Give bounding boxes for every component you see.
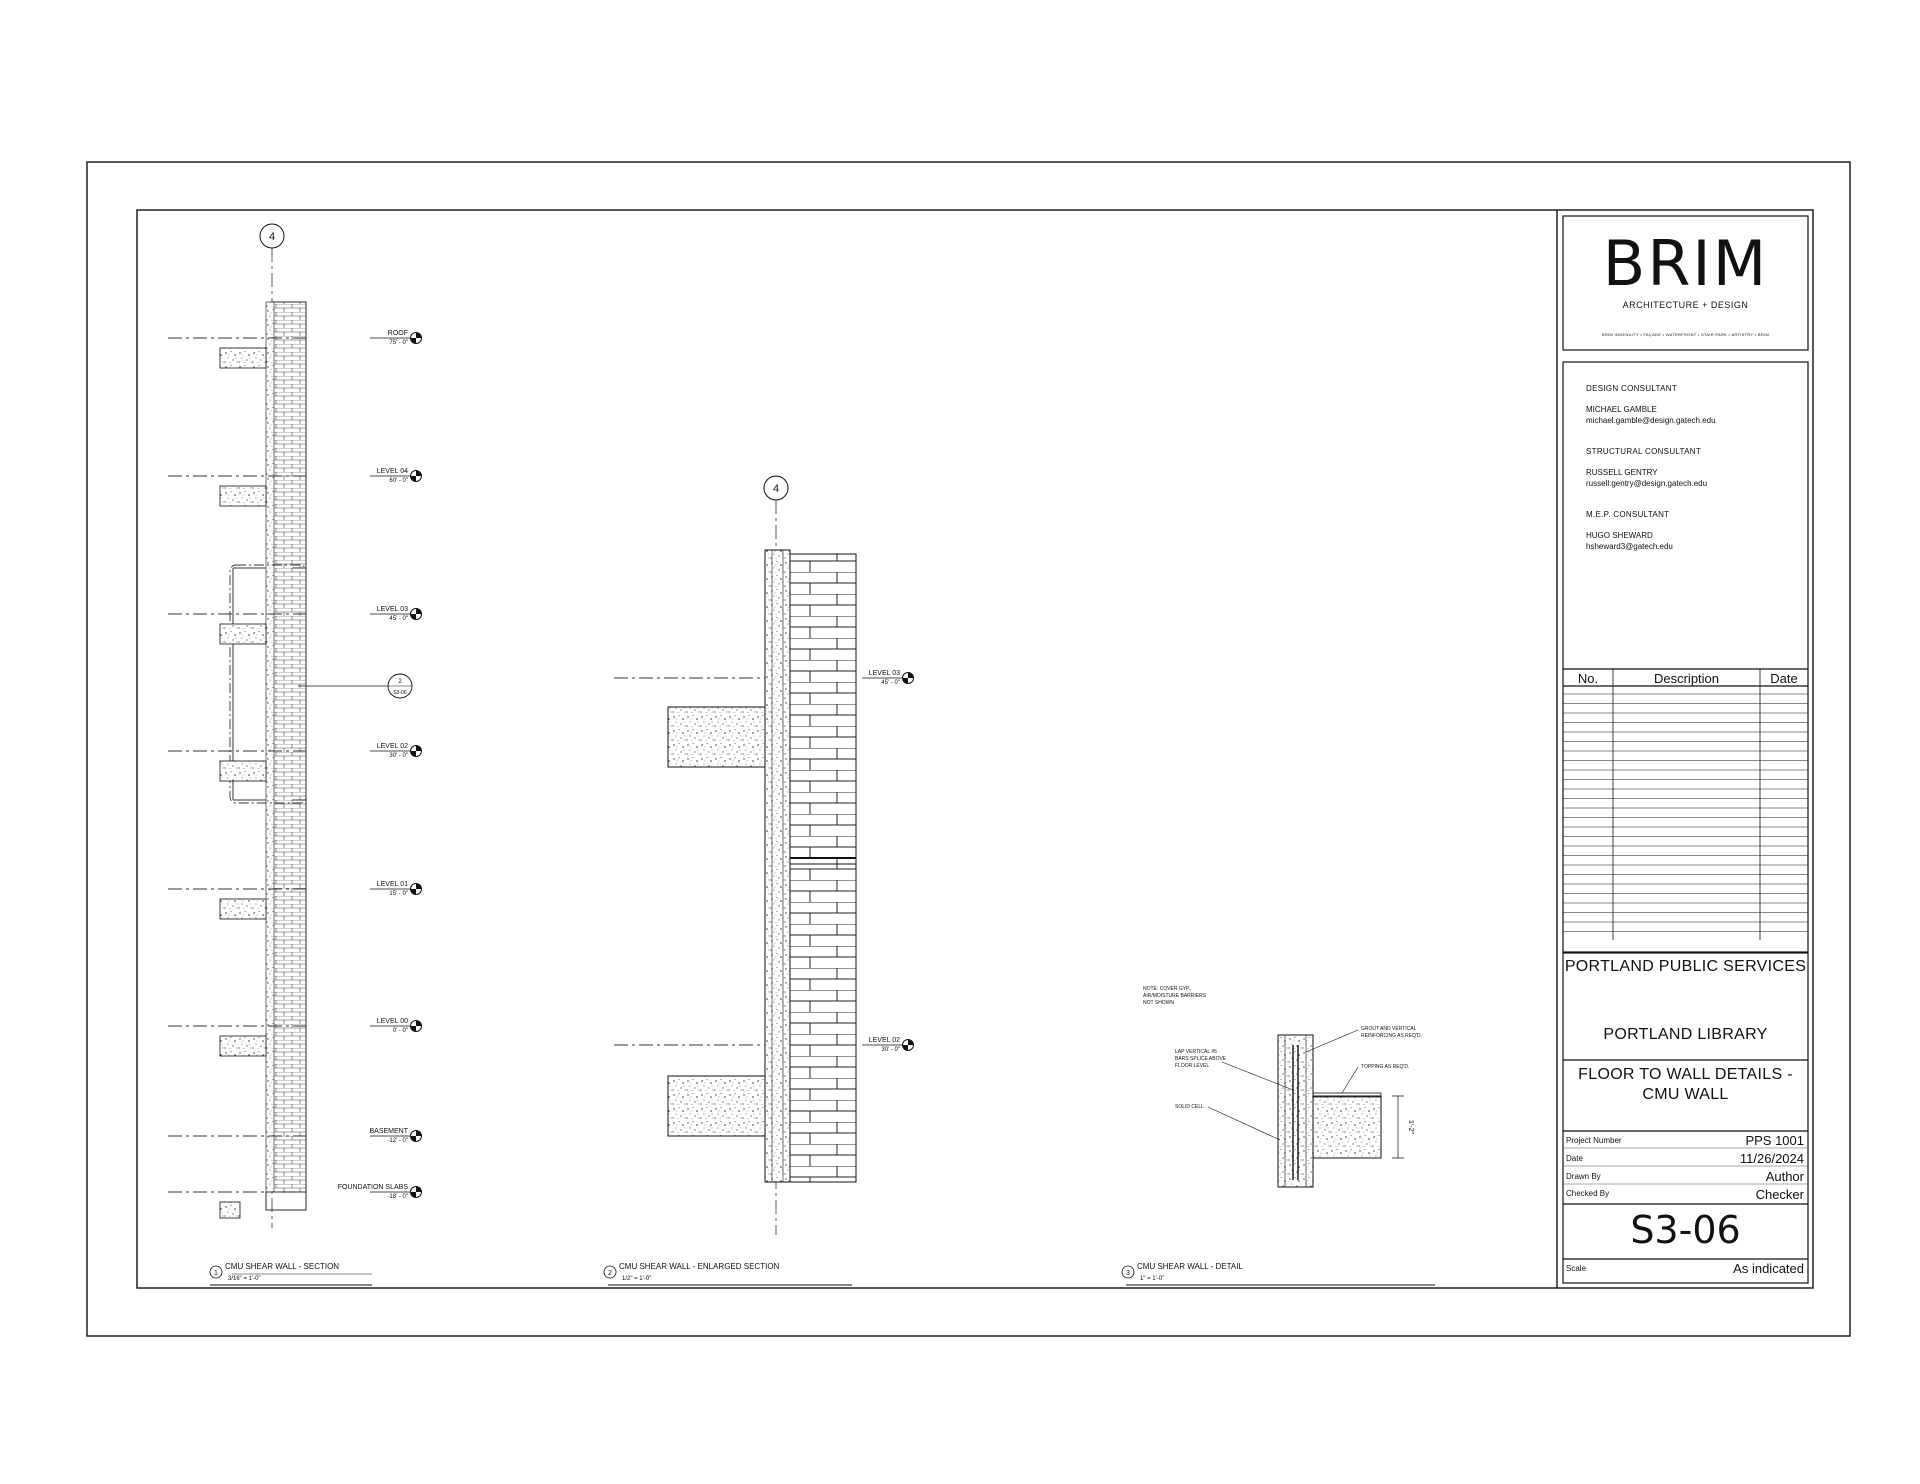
level-elevation: 30' - 0"	[881, 1047, 900, 1053]
section-callout-num: 2	[398, 679, 402, 685]
consultant-block	[1586, 510, 1801, 573]
level-elevation: 45' - 0"	[881, 680, 900, 686]
rev-col-description: Description	[1653, 671, 1720, 686]
consultant-list	[1586, 384, 1801, 573]
consultant-name: HUGO SHEWARD	[1586, 531, 1653, 540]
consultant-name: MICHAEL GAMBLE	[1586, 405, 1657, 414]
view-name: CMU SHEAR WALL - SECTION	[225, 1262, 340, 1271]
logo-subtitle: ARCHITECTURE + DESIGN	[1622, 300, 1749, 310]
view-name: CMU SHEAR WALL - ENLARGED SECTION	[619, 1262, 780, 1271]
detail-note-2: AIR/MOISTURE BARRIERS	[1143, 993, 1207, 999]
level-name: LEVEL 01	[376, 881, 408, 888]
level-elevation: 0' - 0"	[392, 1028, 408, 1034]
lap-label-1: LAP VERTICAL #5	[1175, 1049, 1217, 1055]
grid-bubble-2-label: 4	[772, 483, 780, 495]
solid-cell-label: SOLID CELL	[1175, 1104, 1204, 1110]
level-name: LEVEL 03	[376, 606, 408, 613]
consultant-email: russell.gentry@design.gatech.edu	[1586, 479, 1708, 488]
view-title	[1122, 1262, 1243, 1282]
detail-dim: 1'-2"	[1407, 1120, 1414, 1134]
level-elevation: -12' - 0"	[387, 1138, 408, 1144]
consultant-email: michael.gamble@design.gatech.edu	[1586, 416, 1716, 425]
view-scale: 3/16" = 1'-0"	[228, 1276, 261, 1282]
consultant-name: RUSSELL GENTRY	[1586, 468, 1658, 477]
consultant-block	[1586, 384, 1801, 447]
date-value: 11/26/2024	[1739, 1151, 1804, 1166]
level-elevation: 30' - 0"	[389, 753, 408, 759]
level-marker	[614, 1037, 914, 1053]
sheet-title-line1: FLOOR TO WALL DETAILS -	[1578, 1066, 1793, 1083]
drawn-by-label: Drawn By	[1566, 1172, 1601, 1181]
detail-note-1: NOTE: COVER GYP.,	[1143, 986, 1192, 992]
view-number: 2	[608, 1270, 612, 1277]
section-view-1	[168, 224, 422, 1285]
detail-note-3: NOT SHOWN	[1143, 1000, 1175, 1006]
level-name: LEVEL 03	[868, 670, 900, 677]
scale-label: Scale	[1566, 1264, 1587, 1273]
lap-label-2: BARS SPLICE ABOVE	[1175, 1056, 1227, 1062]
view-number: 3	[1126, 1270, 1130, 1277]
checked-by-label: Checked By	[1566, 1189, 1610, 1198]
section-callout-sheet: S3-06	[393, 690, 407, 696]
outer-border	[87, 162, 1850, 1336]
scale-value: As indicated	[1733, 1261, 1804, 1276]
view-title	[210, 1262, 339, 1282]
project-number: PPS 1001	[1745, 1133, 1804, 1148]
project-name: PORTLAND LIBRARY	[1603, 1026, 1768, 1043]
rev-col-no: No.	[1577, 671, 1599, 686]
consultant-role: DESIGN CONSULTANT	[1586, 384, 1678, 393]
consultant-role: STRUCTURAL CONSULTANT	[1586, 447, 1702, 456]
lap-label-3: FLOOR LEVEL	[1175, 1063, 1210, 1069]
level-name: LEVEL 04	[376, 468, 408, 475]
view-name: CMU SHEAR WALL - DETAIL	[1137, 1262, 1243, 1271]
grid-bubble-label: 4	[268, 231, 276, 243]
view-scale: 1" = 1'-0"	[1140, 1276, 1165, 1282]
date-label: Date	[1566, 1154, 1583, 1163]
level-elevation: 75' - 0"	[389, 340, 408, 346]
level-name: LEVEL 02	[868, 1037, 900, 1044]
brim-logo: BRIM	[1602, 227, 1769, 300]
project-number-label: Project Number	[1566, 1136, 1622, 1145]
level-marker	[614, 670, 914, 686]
consultant-email: hsheward3@gatech.edu	[1586, 542, 1673, 551]
view-scale: 1/2" = 1'-0"	[622, 1276, 652, 1282]
level-elevation: 60' - 0"	[389, 478, 408, 484]
consultant-role: M.E.P. CONSULTANT	[1586, 510, 1670, 519]
level-name: LEVEL 02	[376, 743, 408, 750]
client-name: PORTLAND PUBLIC SERVICES	[1564, 958, 1807, 975]
consultant-block	[1586, 447, 1801, 510]
sheet-title-line2: CMU WALL	[1642, 1086, 1729, 1103]
grout-label-2: REINFORCING AS REQ'D.	[1361, 1033, 1422, 1039]
view-number: 1	[214, 1270, 218, 1277]
drawn-by-value: Author	[1765, 1169, 1804, 1184]
level-name: ROOF	[387, 330, 408, 337]
sheet-number: S3-06	[1630, 1208, 1741, 1252]
revision-table	[1563, 669, 1808, 940]
level-elevation: 15' - 0"	[389, 891, 408, 897]
detail-view-3	[1126, 986, 1435, 1285]
level-name: BASEMENT	[369, 1128, 408, 1135]
checked-by-value: Checker	[1755, 1187, 1804, 1202]
topping-label: TOPPING AS REQ'D.	[1361, 1064, 1410, 1070]
level-elevation: 45' - 0"	[389, 616, 408, 622]
level-name: LEVEL 00	[376, 1018, 408, 1025]
logo-tagline: BRIM INGENUITY • FAÇADE • WATERFRONT • STAIR PARK • ARTISTRY • BRIM	[1601, 332, 1770, 337]
level-elevation: -18' - 0"	[387, 1194, 408, 1200]
level-name: FOUNDATION SLABS	[337, 1184, 408, 1191]
rev-col-date: Date	[1770, 671, 1798, 686]
grout-label-1: GROUT AND VERTICAL	[1361, 1026, 1417, 1032]
view-title	[604, 1262, 780, 1282]
section-view-2	[608, 476, 914, 1285]
